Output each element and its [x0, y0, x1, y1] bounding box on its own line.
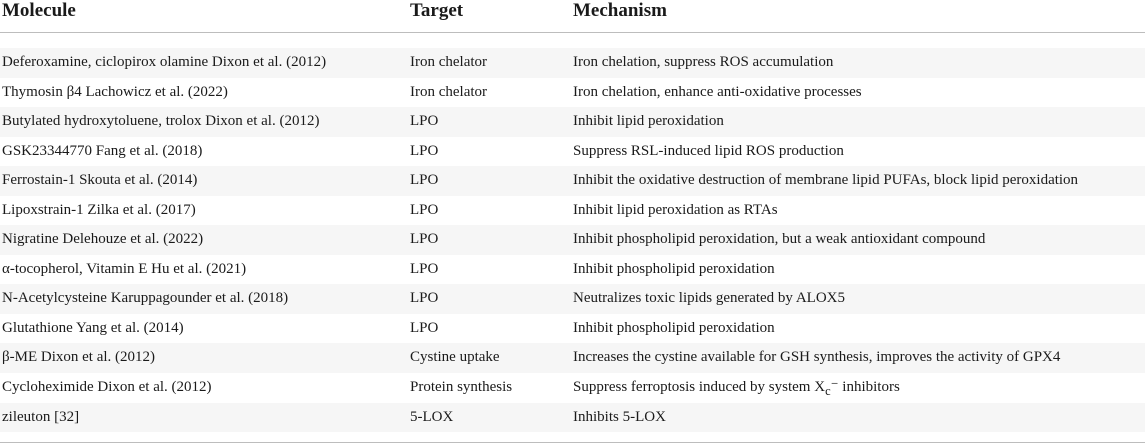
header-mechanism: Mechanism: [573, 0, 667, 21]
table-row: [0, 403, 1145, 433]
table-row: [0, 78, 1145, 108]
cell-molecule: zileuton [32]: [2, 408, 80, 425]
cell-mechanism: Inhibit lipid peroxidation: [573, 113, 724, 130]
cell-molecule: Glutathione Yang et al. (2014): [2, 319, 184, 336]
cell-target: LPO: [410, 260, 439, 277]
cell-mechanism: Inhibit lipid peroxidation as RTAs: [573, 201, 778, 218]
cell-target: Cystine uptake: [410, 349, 500, 366]
cell-target: LPO: [410, 231, 439, 248]
cell-target: 5-LOX: [410, 408, 454, 425]
table-row: [0, 107, 1145, 137]
cell-mechanism: Inhibit phospholipid peroxidation: [573, 260, 775, 277]
cell-mechanism: Neutralizes toxic lipids generated by ALOX5: [573, 290, 846, 307]
table-row: [0, 255, 1145, 285]
cell-target: LPO: [410, 290, 439, 307]
cell-mechanism: Iron chelation, suppress ROS accumulation: [573, 54, 834, 70]
table-row: [0, 284, 1145, 314]
table-row: [0, 196, 1145, 226]
cell-mechanism: Inhibit the oxidative destruction of membrane lipid PUFAs, block lipid peroxidation: [573, 172, 1079, 189]
cell-molecule: Butylated hydroxytoluene, trolox Dixon et al. (2012): [2, 113, 320, 130]
cell-target: Iron chelator: [410, 83, 488, 100]
cell-molecule: Cycloheximide Dixon et al. (2012): [2, 379, 212, 396]
cell-target: LPO: [410, 319, 439, 336]
table-row: [0, 137, 1145, 167]
cell-molecule: Ferrostain-1 Skouta et al. (2014): [2, 172, 198, 189]
cell-molecule: Deferoxamine, ciclopirox olamine Dixon et al. (2012): [2, 54, 327, 70]
cell-mechanism: Iron chelation, enhance anti-oxidative processes: [573, 83, 862, 100]
cell-molecule: Thymosin β4 Lachowicz et al. (2022): [2, 83, 228, 100]
cell-mechanism: Inhibits 5-LOX: [573, 408, 666, 425]
table-row: [0, 48, 1145, 78]
table-row: [0, 166, 1145, 196]
cell-molecule: N-Acetylcysteine Karuppagounder et al. (2018): [2, 290, 289, 307]
cell-mechanism: Inhibit phospholipid peroxidation, but a weak antioxidant compound: [573, 231, 986, 248]
cell-target: LPO: [410, 142, 439, 159]
table-header-row: [0, 0, 1145, 33]
cell-molecule: β-ME Dixon et al. (2012): [2, 349, 156, 366]
cell-target: LPO: [410, 172, 439, 189]
table-bottom-rule: [0, 442, 1145, 443]
cell-molecule: Nigratine Delehouze et al. (2022): [2, 231, 204, 248]
cell-target: LPO: [410, 201, 439, 218]
cell-mechanism: Suppress ferroptosis induced by system $X_c^-$ inhibitors: [573, 379, 900, 399]
header-molecule: Molecule: [2, 0, 76, 21]
table-row: [0, 373, 1145, 403]
cell-mechanism: Suppress RSL-induced lipid ROS production: [573, 142, 844, 159]
cell-molecule: α-tocopherol, Vitamin E Hu et al. (2021): [2, 260, 247, 277]
header-target: Target: [410, 0, 464, 21]
cell-target: Iron chelator: [410, 54, 488, 70]
cell-molecule: GSK23344770 Fang et al. (2018): [2, 142, 203, 159]
cell-target: Protein synthesis: [410, 379, 513, 396]
table-body: [0, 48, 1145, 432]
table-row: [0, 314, 1145, 344]
cell-target: LPO: [410, 113, 439, 130]
cell-mechanism: Increases the cystine available for GSH synthesis, improves the activity of GPX4: [573, 349, 1061, 366]
cell-mechanism: Inhibit phospholipid peroxidation: [573, 319, 775, 336]
table-row: [0, 225, 1145, 255]
cell-molecule: Lipoxstrain-1 Zilka et al. (2017): [2, 201, 196, 218]
table-row: [0, 343, 1145, 373]
